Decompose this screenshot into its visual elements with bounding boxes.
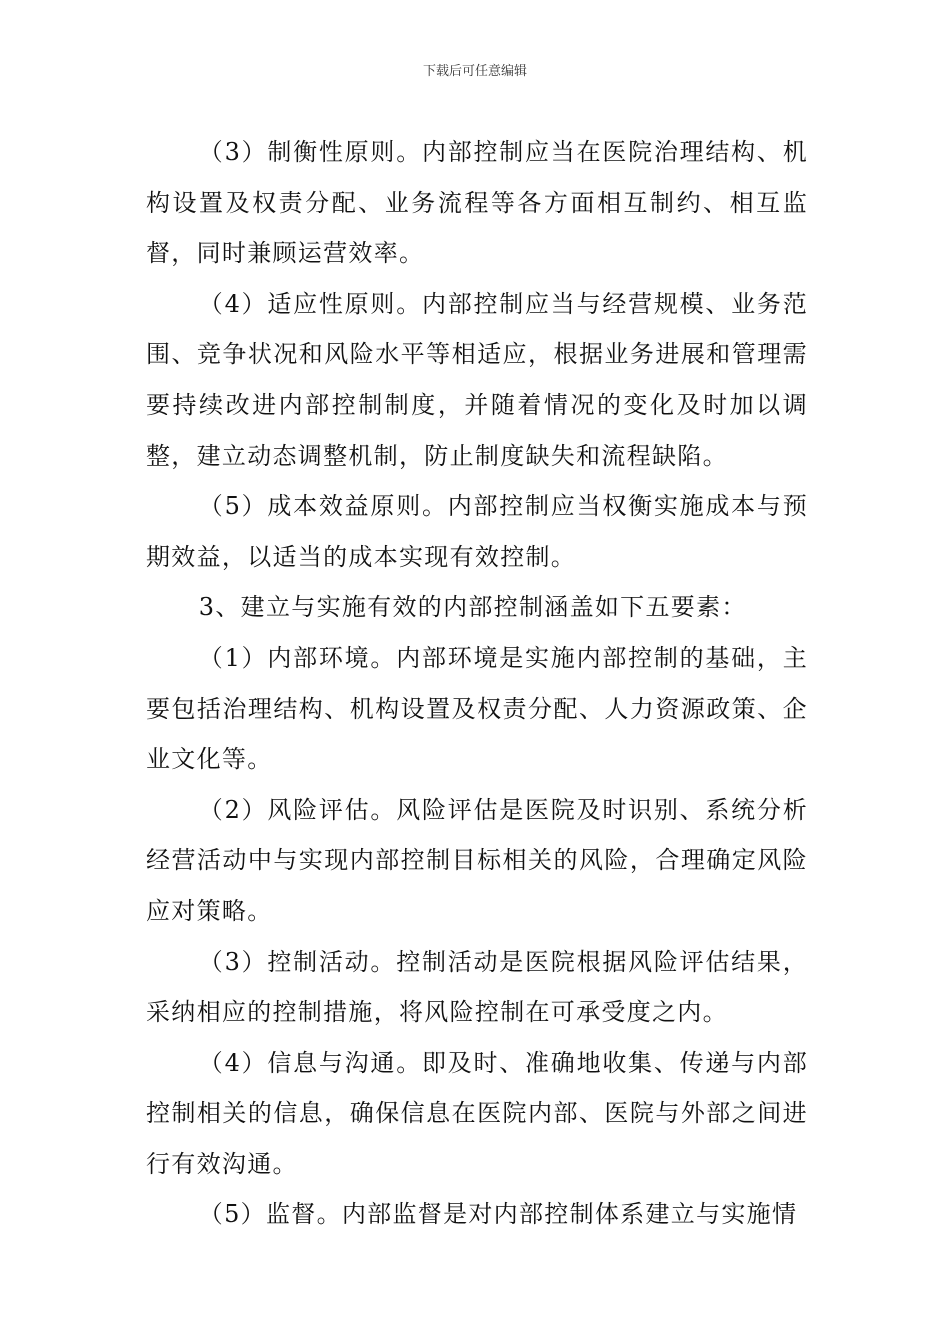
- paragraph-adaptability-principle: （4）适应性原则。内部控制应当与经营规模、业务范围、竞争状况和风险水平等相适应，根据业务进展和管理需要持续改进内部控制制度，并随着情况的变化及时加以调整，建立动态调整机制，防止制度缺失和流程缺陷。: [146, 289, 808, 470]
- paragraph-balance-principle: （3）制衡性原则。内部控制应当在医院治理结构、机构设置及权责分配、业务流程等各方面相互制约、相互监督，同时兼顾运营效率。: [146, 138, 808, 268]
- paragraph-control-activities: （3）控制活动。控制活动是医院根据风险评估结果，采纳相应的控制措施，将风险控制在可承受度之内。: [146, 947, 808, 1027]
- paragraph-risk-assessment: （2）风险评估。风险评估是医院及时识别、系统分析经营活动中与实现内部控制目标相关的风险，合理确定风险应对策略。: [146, 795, 808, 925]
- paragraph-internal-environment: （1）内部环境。内部环境是实施内部控制的基础，主要包括治理结构、机构设置及权责分配、人力资源政策、企业文化等。: [146, 643, 808, 774]
- paragraph-information-communication: （4）信息与沟通。即及时、准确地收集、传递与内部控制相关的信息，确保信息在医院内部、医院与外部之间进行有效沟通。: [146, 1048, 808, 1178]
- paragraph-supervision: （5）监督。内部监督是对内部控制体系建立与实施情: [198, 1200, 798, 1229]
- page-header: 下载后可任意编辑: [422, 64, 527, 79]
- document-body: [146, 127, 808, 1240]
- paragraph-cost-benefit-principle: （5）成本效益原则。内部控制应当权衡实施成本与预期效益，以适当的成本实现有效控制。: [146, 492, 808, 571]
- paragraph-five-elements-intro: 3、建立与实施有效的内部控制涵盖如下五要素：: [198, 593, 747, 622]
